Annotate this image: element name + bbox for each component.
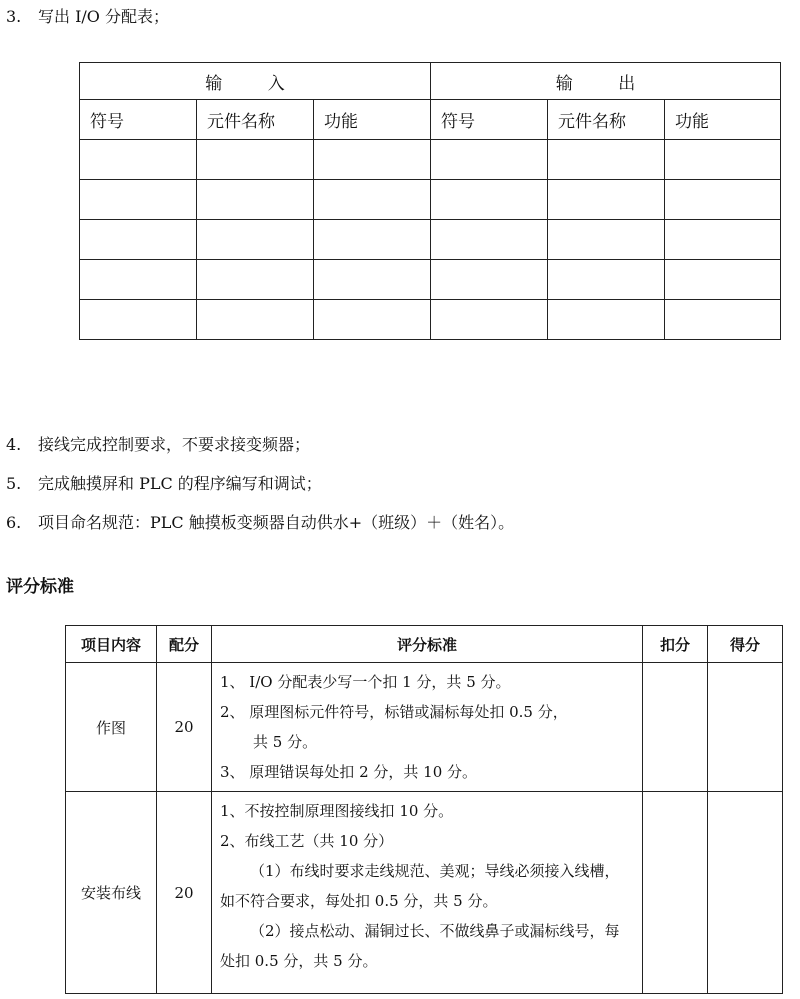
empty-cell (197, 220, 314, 260)
empty-cell (665, 300, 781, 340)
step-number: 4. (6, 435, 22, 454)
scoring-table (65, 625, 783, 994)
step-3-line (6, 4, 169, 27)
empty-cell (314, 260, 431, 300)
empty-cell (431, 300, 548, 340)
row-points: 20 (157, 792, 212, 994)
table-row (80, 140, 781, 180)
empty-cell (314, 140, 431, 180)
table-row (66, 792, 783, 994)
col-header-output-name: 元件名称 (548, 100, 665, 140)
criteria-line: 1、 I/O 分配表少写一个扣 1 分，共 5 分。 (220, 673, 511, 691)
step-text: 完成触摸屏和 PLC 的程序编写和调试； (38, 474, 322, 493)
header-score: 得分 (708, 626, 783, 663)
scoring-heading: 评分标准 (6, 577, 74, 597)
empty-cell (665, 140, 781, 180)
header-criteria: 评分标准 (212, 626, 643, 663)
row-item: 安装布线 (66, 792, 157, 994)
empty-cell (548, 220, 665, 260)
input-header: 输 入 (80, 63, 431, 100)
score-cell (708, 663, 783, 792)
empty-cell (431, 260, 548, 300)
table-row (66, 663, 783, 792)
empty-cell (665, 220, 781, 260)
header-deduct: 扣分 (643, 626, 708, 663)
criteria-line: 共 5 分。 (253, 733, 318, 751)
empty-cell (80, 300, 197, 340)
empty-cell (197, 140, 314, 180)
empty-cell (431, 140, 548, 180)
deduct-cell (643, 792, 708, 994)
empty-cell (314, 180, 431, 220)
empty-cell (314, 220, 431, 260)
empty-cell (197, 180, 314, 220)
io-column-header-row (80, 100, 781, 140)
row-item: 作图 (66, 663, 157, 792)
empty-cell (548, 300, 665, 340)
step-text: 写出 I/O 分配表； (38, 7, 170, 26)
row-criteria (212, 792, 643, 994)
empty-cell (197, 300, 314, 340)
step-6-line (6, 510, 514, 533)
table-row (80, 260, 781, 300)
step-number: 6. (6, 513, 22, 532)
step-number: 3. (6, 7, 22, 26)
empty-cell (314, 300, 431, 340)
output-header: 输 出 (431, 63, 781, 100)
step-4-line (6, 432, 310, 455)
row-points: 20 (157, 663, 212, 792)
scoring-header-row (66, 626, 783, 663)
col-header-output-symbol: 符号 (431, 100, 548, 140)
io-allocation-table (79, 62, 781, 340)
empty-cell (80, 180, 197, 220)
col-header-input-symbol: 符号 (80, 100, 197, 140)
criteria-line: （1）布线时要求走线规范、美观；导线必须接入线槽，如不符合要求，每处扣 0.5 分，共 5 分。 (220, 862, 620, 910)
empty-cell (665, 260, 781, 300)
deduct-cell (643, 663, 708, 792)
empty-cell (431, 220, 548, 260)
empty-cell (548, 180, 665, 220)
empty-cell (197, 260, 314, 300)
criteria-line: 2、 原理图标元件符号，标错或漏标每处扣 0.5 分， (220, 703, 568, 721)
table-row (80, 220, 781, 260)
step-text: 接线完成控制要求，不要求接变频器； (38, 435, 311, 454)
header-points: 配分 (157, 626, 212, 663)
empty-cell (548, 140, 665, 180)
step-5-line (6, 471, 322, 494)
criteria-line: （2）接点松动、漏铜过长、不做线鼻子或漏标线号，每处扣 0.5 分，共 5 分。 (220, 922, 620, 970)
row-criteria (212, 663, 643, 792)
empty-cell (665, 180, 781, 220)
empty-cell (80, 220, 197, 260)
col-header-input-name: 元件名称 (197, 100, 314, 140)
header-item: 项目内容 (66, 626, 157, 663)
empty-cell (80, 140, 197, 180)
io-group-header-row (80, 63, 781, 100)
step-number: 5. (6, 474, 22, 493)
empty-cell (80, 260, 197, 300)
score-cell (708, 792, 783, 994)
col-header-input-function: 功能 (314, 100, 431, 140)
criteria-line: 1、不按控制原理图接线扣 10 分。 (220, 802, 454, 820)
empty-cell (548, 260, 665, 300)
criteria-line: 2、布线工艺（共 10 分） (220, 832, 394, 850)
empty-cell (431, 180, 548, 220)
step-text: 项目命名规范：PLC 触摸板变频器自动供水+（班级）＋（姓名）。 (38, 513, 515, 532)
col-header-output-function: 功能 (665, 100, 781, 140)
table-row (80, 180, 781, 220)
table-row (80, 300, 781, 340)
criteria-line: 3、 原理错误每处扣 2 分，共 10 分。 (220, 763, 478, 781)
